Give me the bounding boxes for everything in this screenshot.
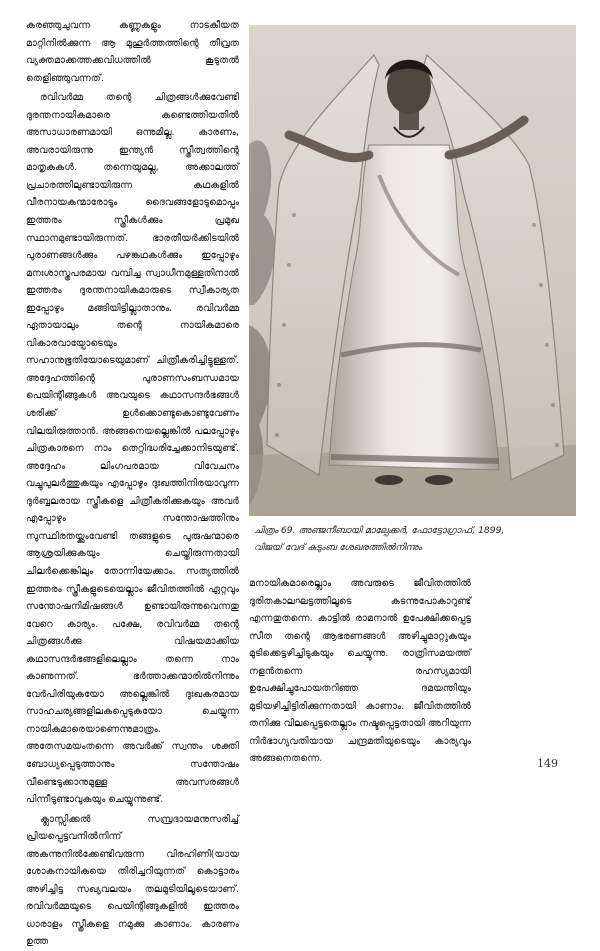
- right-text-column: [249, 575, 471, 768]
- figure-caption: [254, 522, 584, 556]
- left-text-column: [26, 17, 239, 951]
- paragraph-right: മനായികമാരെല്ലാം അവരുടെ ജീവിതത്തിൽ ദുരിതകാലഘട്ടത്തിലൂടെ കടന്നുപോകാറുണ്ട് എന്നതുതന്നെ. കാട്ടിൽ രാമനാൽ ഉപേക്ഷിക്കപ്പെട്ട സീത തന്റെ ആഭരണങ്ങൾ അഴിച്ചുമാറ്റുകയും മുടിക്കെട്ടഴിച്ചിടുകയും ചെയ്യുന്നു. രാത്രിസമയത്ത് നളൻതന്നെ രഹസ്യമായി ഉപേക്ഷിച്ചുപോയതറിഞ്ഞ ദമയന്തിയും മുടിയഴിച്ചിട്ടിരിക്കുന്നതായി കാണാം. ജീവിതത്തിൽ തനിക്കു വിലപ്പെട്ടതെല്ലാം നഷ്ടപ്പെട്ടതായി അറിയുന്ന നിർഭാഗ്യവതിയായ ചന്ദ്രമതിയുടെയും കാര്യവും അങ്ങനെതന്നെ.: [249, 578, 471, 765]
- caption-line-2: വിജയ് വേദ് കുടുംബ ശേഖരത്തിൽനിന്നും: [254, 542, 422, 553]
- paragraph-2: രവിവർമ്മ തന്റെ ചിത്രങ്ങൾക്കുവേണ്ടി ദുരന്തനായികമാരെ കണ്ടെത്തിയതിൽ അസാധാരണമായി ഒന്നുമില്ല. കാരണം, അവരായിരുന്നു ഇന്ത്യൻ സ്ത്രീത്വത്തിന്റെ മാതൃകകൾ. തന്നെയുമല്ല, അക്കാലത്ത് പ്രചാരത്തിലുണ്ടായിരുന്ന കഥകളിൽ വീരനായകന്മാരോടും ദൈവങ്ങളോടുമൊപ്പം ഇത്തരം സ്ത്രീകൾക്കും പ്രമുഖ സ്ഥാനമുണ്ടായിരുന്നത്. ഭാരതീയർക്കിടയിൽ പുരാണങ്ങൾക്കും പഴങ്കഥകൾക്കും ഇപ്പോഴും മനഃശാസ്ത്രപരമായ വമ്പിച്ച സ്വാധീനമുള്ളതിനാൽ ഇത്തരം ദുരന്തനായികമാരുടെ സ്വീകാര്യത ഇപ്പോഴും മങ്ങിയിട്ടില്ലാതാനും. രവിവർമ്മ ഏതായാലും തന്റെ നായികമാരെ വികാരവായ്പോടെയും സഹാനുഭൂതിയോടെയുമാണ് ചിത്രീകരിച്ചിട്ടുള്ളത്. അദ്ദേഹത്തിന്റെ പുരാണസംബന്ധമായ പെയിന്റിങ്ങുകൾ അവയുടെ കഥാസന്ദർഭങ്ങൾ ശരിക്ക് ഉൾക്കൊണ്ടുകൊണ്ടുവേണം വിലയിരുത്താൻ. അങ്ങനെയല്ലെങ്കിൽ പലപ്പോഴും ചിത്രകാരനെ നാം തെറ്റിദ്ധരിച്ചേക്കാനിടയുണ്ട്. അദ്ദേഹം ലിംഗപരമായ വിവേചനം വച്ചുപുലർത്തുകയും എപ്പോഴും ദുഃഖത്തിനിരയാവുന്ന ദുർബ്ബലരായ സ്ത്രീകളെ ചിത്രീകരിക്കുകയും അവർ എപ്പോഴും സന്തോഷത്തിനും സുസ്ഥിരതയ്ക്കുംവേണ്ടി തങ്ങളുടെ പുരുഷന്മാരെ ആശ്രയിക്കുകയും ചെയ്തിരുന്നതായി ചിലർക്കെങ്കിലും തോന്നിയേക്കാം. സത്യത്തിൽ ഇത്തരം സ്ത്രീകളുടെയെല്ലാം ജീവിതത്തിൽ ഏറ്റവും സന്തോഷനിമിഷങ്ങൾ ഉണ്ടായിരുന്നുവെന്നതു വേറെ കാര്യം. പക്ഷേ, രവിവർമ്മ തന്റെ ചിത്രങ്ങൾക്കു വിഷയമാക്കിയ കഥാസന്ദർഭങ്ങളിലെല്ലാം തന്നെ നാം കാണുന്നത്. ഭർത്താക്കന്മാരിൽനിന്നും വേർപിരിയുകയോ അല്ലെങ്കിൽ ദുഃഖകരമായ സാഹചര്യങ്ങളിലകപ്പെടുകയോ ചെയ്യുന്ന നായികമാരെയാണെന്നുമാത്രം. അതേസമയംതന്നെ അവർക്ക് സ്വന്തം ശക്തി ബോധ്യപ്പെടുത്താനും സന്തോഷം വീണ്ടെടുക്കാനുമുള്ള അവസരങ്ങൾ പിന്നീടുണ്ടാവുകയും ചെയ്യുന്നുണ്ട്.: [26, 92, 239, 806]
- paragraph-1: കരഞ്ഞുചുവന്ന കണ്ണുകളും നാടകീയത മാറ്റിനിൽക്കുന്ന ആ മുഹൂർത്തത്തിന്റെ തീവ്രത വ്യക്തമാക്കത്തക്കവിധത്തിൽ കൂടുതൽ തെളിഞ്ഞുവന്നത്.: [26, 20, 239, 84]
- paragraph-3: ക്ലാസ്സിക്കൽ സമ്പ്രദായമനുസരിച്ച് പ്രിയപ്പെട്ടവനിൽനിന്ന് അകന്നുനിൽക്കേണ്ടിവരുന്ന വിരഹിണി(യായ ശോകനായികയെ തിരിച്ചറിയുന്നത് കൊട്ടാരം അഴിച്ചിട്ട സഖ്യവലയം തലമുടിയിലൂടെയാണ്. രവിവർമ്മയുടെ പെയിന്റിങ്ങുകളിൽ ഇത്തരം ധാരാളം സ്ത്രീകളെ നമുക്കു കാണാം. കാരണം ഉത്ത: [26, 813, 239, 948]
- figure-photograph: [249, 25, 576, 516]
- woman-in-sari-photo: [249, 25, 576, 516]
- page-number: 149: [537, 757, 558, 770]
- caption-line-1: ചിത്രം 69. അഞ്ജനീബായി മാല്പേക്കർ, ഫോട്ടോഗ്രാഫ്, 1899,: [254, 525, 505, 536]
